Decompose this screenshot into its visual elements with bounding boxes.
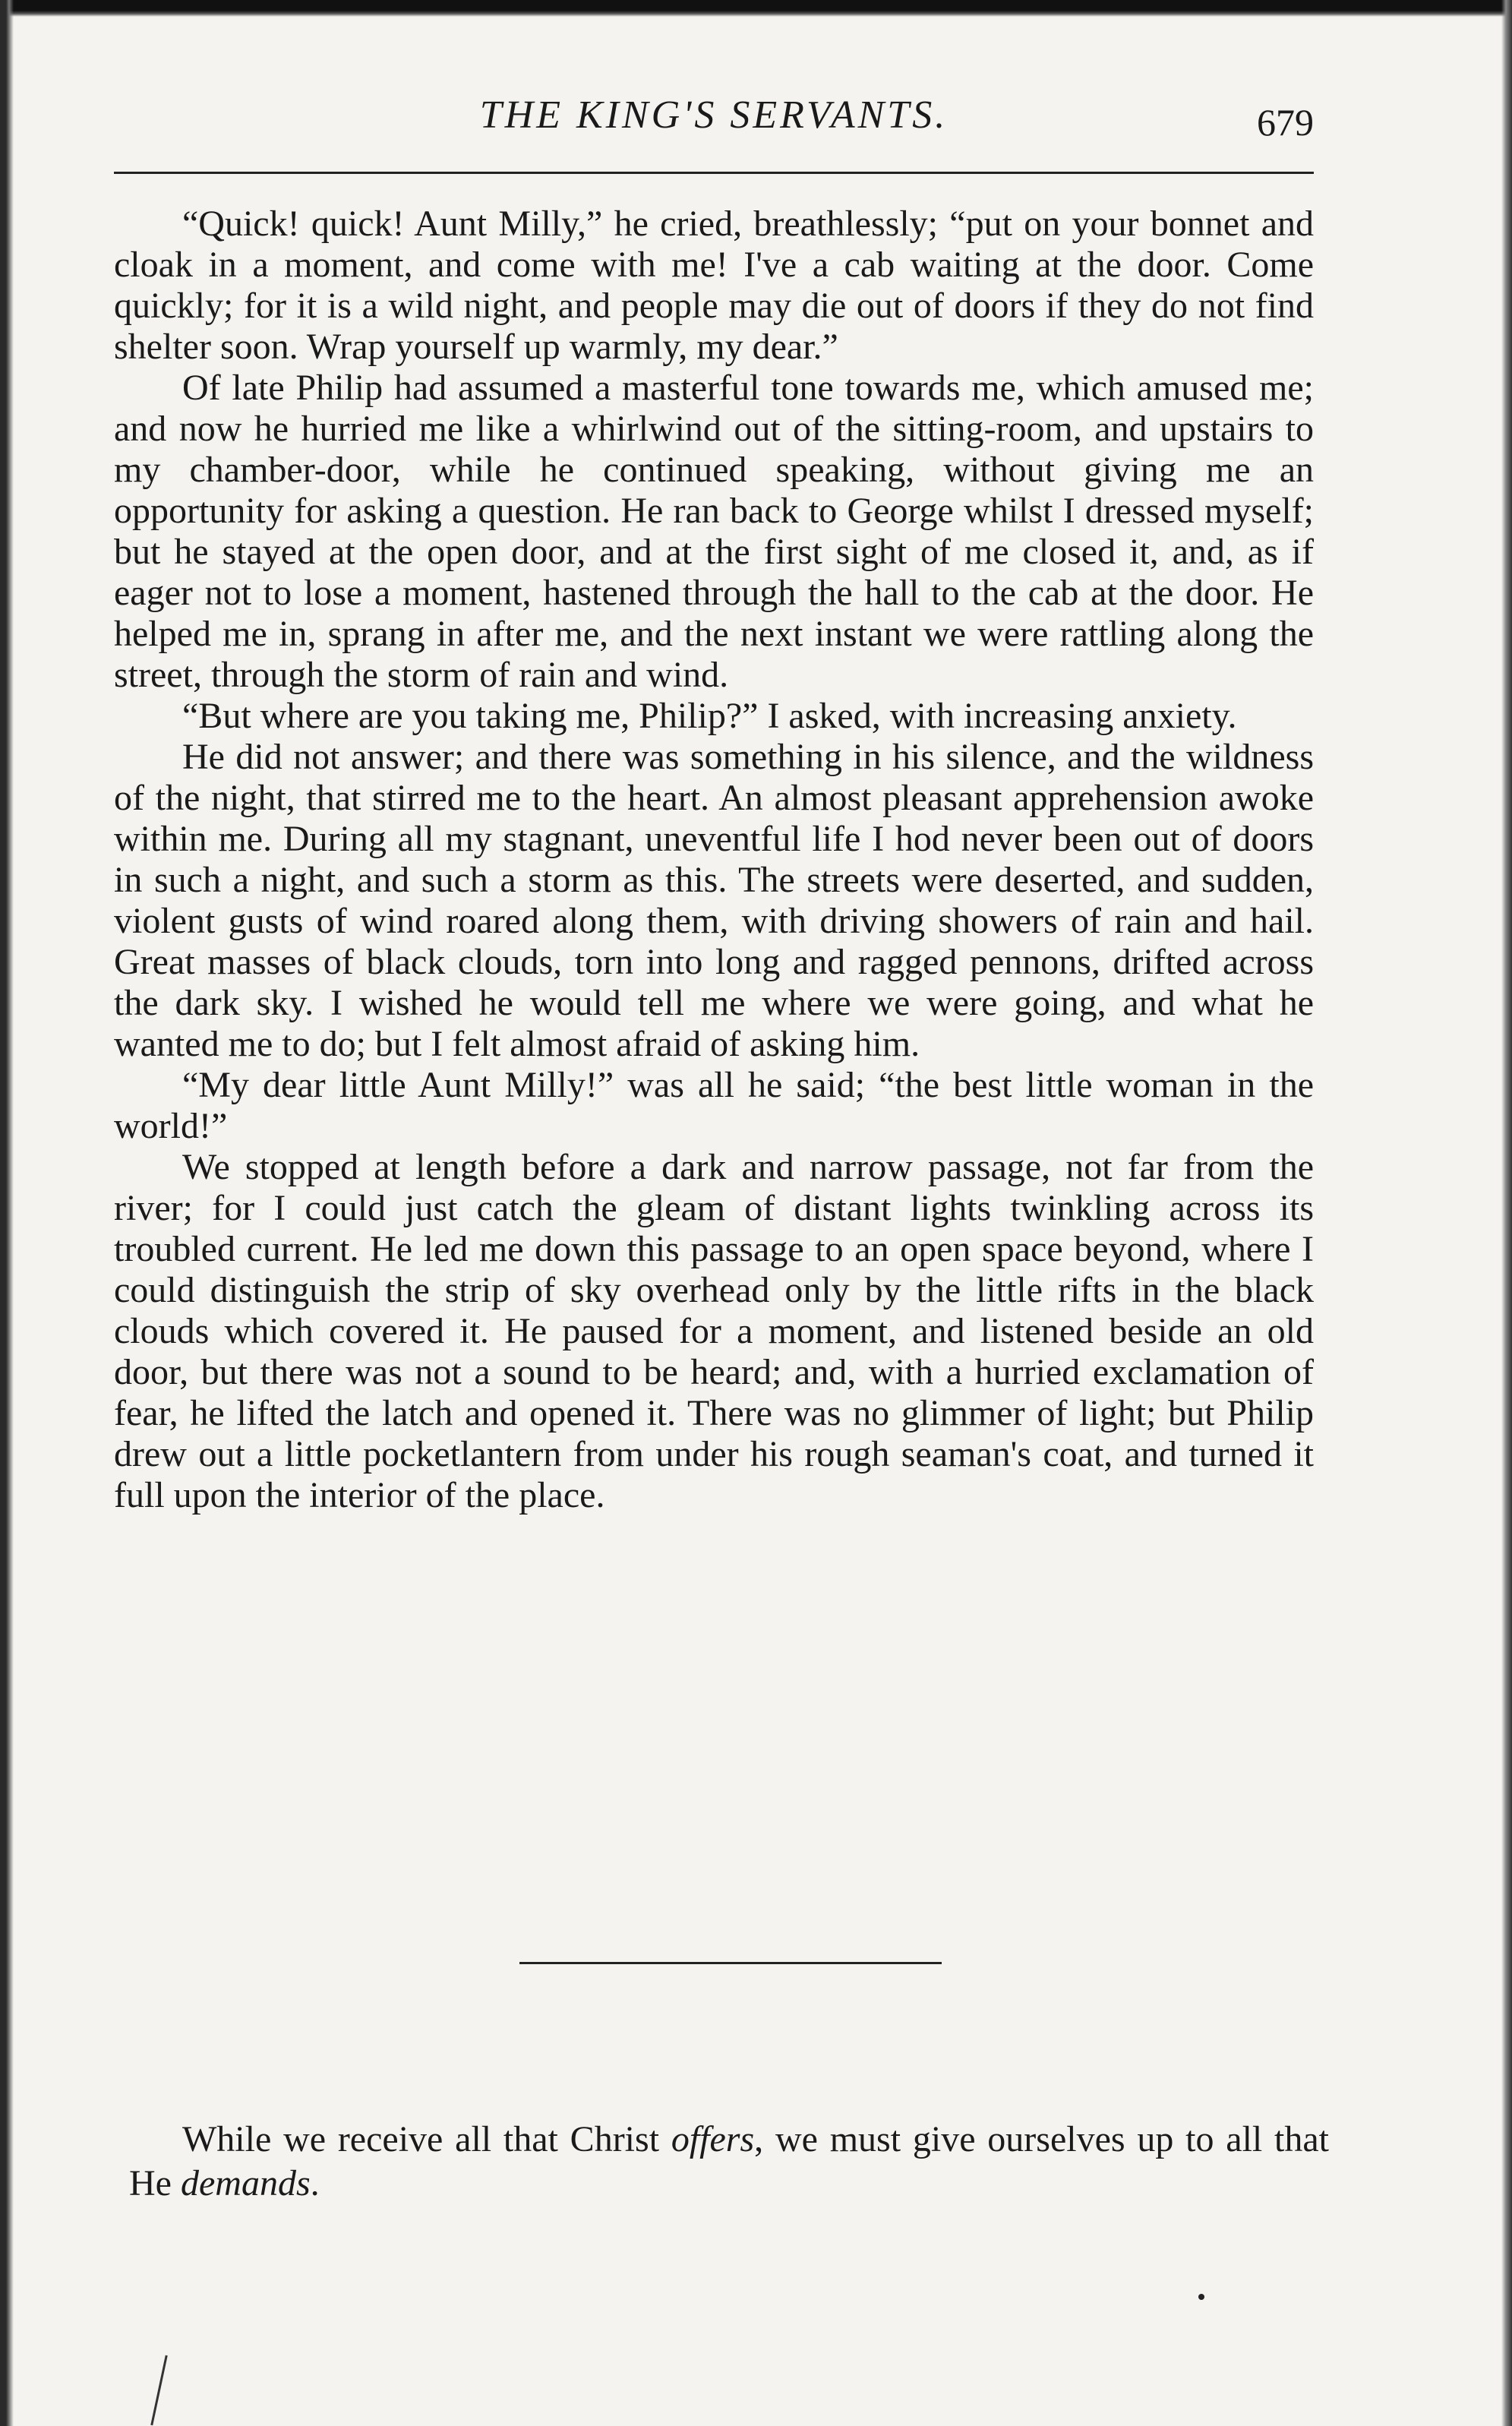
header-rule [114,172,1314,174]
footnote-emphasis: offers [671,2119,755,2159]
footnote-part: . [310,2163,320,2203]
footnote [129,2118,1329,2206]
stray-ink-dot [1198,2294,1204,2300]
paragraph: Of late Philip had assumed a masterful tone towards me, which amused me; and now he hurried me like a whirlwind out of the sitting-room, and upstairs to my chamber-door, while he continued speaking, without giving me an opportunity for asking a question. He ran back to George whilst I dressed myself; but he stayed at the open door, and at the first sight of me closed it, and, as if eager not to lose a moment, hastened through the hall to the cab at the door. He helped me in, sprang in after me, and the next instant we were rattling along the street, through the storm of rain and wind. [114,368,1314,695]
paragraph: He did not answer; and there was something in his silence, and the wildness of the night, that stirred me to the heart. An almost pleasant apprehension awoke within me. During all my stagnant, uneventful life I hod never been out of doors in such a night, and such a storm as this. The streets were deserted, and sudden, violent gusts of wind roared along them, with driving showers of rain and hail. Great masses of black clouds, torn into long and ragged pennons, drifted across the dark sky. I wished he would tell me where we were going, and what he wanted me to do; but I felt almost afraid of asking him. [114,737,1314,1064]
running-head: THE KING'S SERVANTS. [479,93,949,137]
footnote-part: While we receive all that Christ [182,2119,671,2159]
paragraph: “My dear little Aunt Milly!” was all he said; “the best little woman in the world!” [114,1065,1314,1146]
paragraph: “Quick! quick! Aunt Milly,” he cried, breathlessly; “put on your bonnet and cloak in a moment, and come with me! I've a cab waiting at the door. Come quickly; for it is a wild night, and people may die out of doors if they do not find shelter soon. Wrap yourself up warmly, my dear.” [114,204,1314,367]
paragraph: “But where are you taking me, Philip?” I asked, with increasing anxiety. [182,696,1237,736]
page-number: 679 [1257,101,1314,144]
body-text [114,204,1314,1516]
section-divider [519,1962,942,1964]
page-header [114,93,1314,176]
footnote-emphasis: demands [180,2163,311,2203]
stray-ink-mark [150,2355,167,2426]
page-edge-left [0,0,14,2426]
paragraph: We stopped at length before a dark and narrow passage, not far from the river; for I could just catch the gleam of distant lights twinkling across its troubled current. He led me down this passage to an open space beyond, where I could distinguish the strip of sky overhead only by the little rifts in the black clouds which covered it. He paused for a moment, and listened beside an old door, but there was not a sound to be heard; and, with a hurried exclamation of fear, he lifted the latch and opened it. There was no glimmer of light; but Philip drew out a little pocketlantern from under his rough seaman's coat, and turned it full upon the interior of the place. [114,1147,1314,1515]
footnote-text [129,2118,1329,2206]
page-edge-top [0,0,1512,17]
footnote-part: , we must give ourselves up to all that He [129,2119,1330,2203]
page-edge-right [1501,0,1512,2426]
